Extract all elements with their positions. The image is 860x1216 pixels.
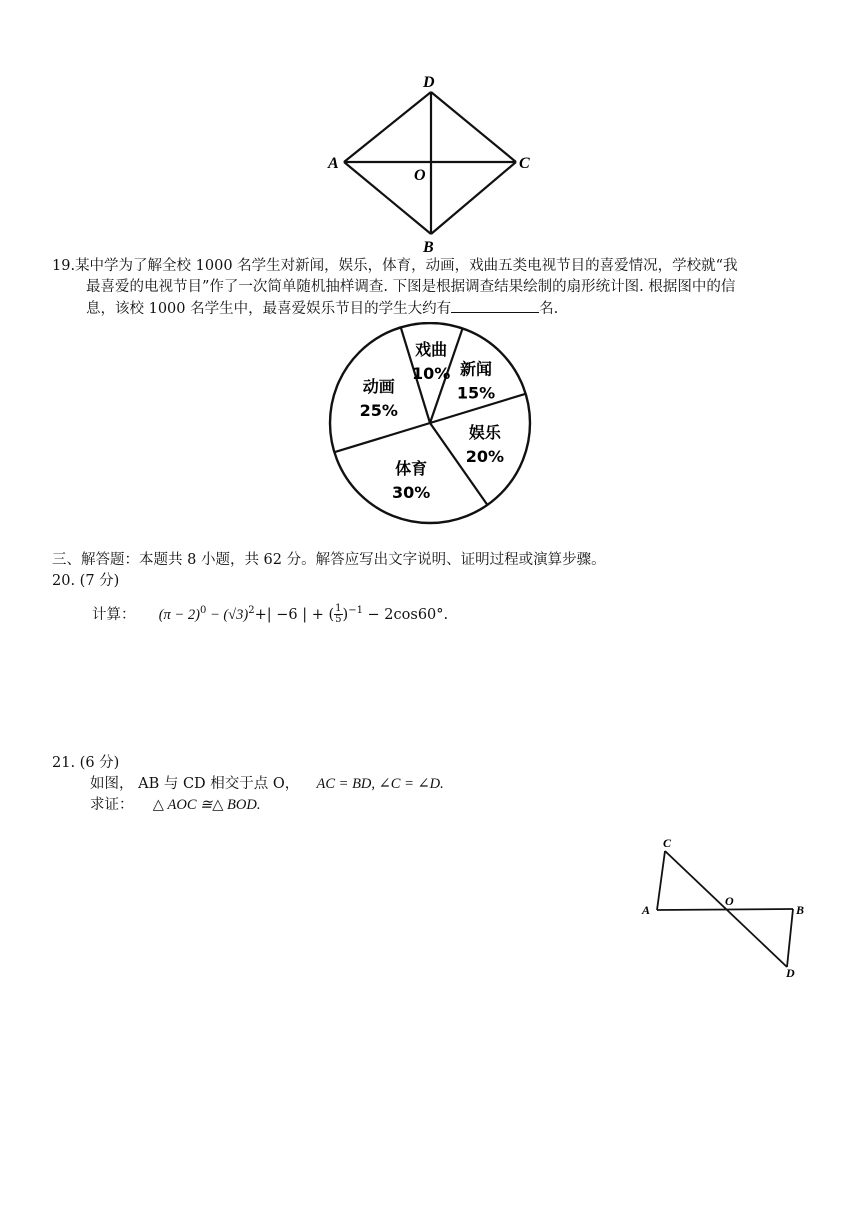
crossing-triangles-figure (636, 834, 816, 982)
q21-given-math: AC = BD, ∠C = ∠D. (316, 776, 444, 792)
fraction-numerator: 1 (335, 603, 342, 615)
q19-text-line2: 最喜爱的电视节目”作了一次简单随机抽样调查. 下图是根据调查结果绘制的扇形统计图. 根据图中的信 (86, 279, 736, 295)
label-b: B (796, 903, 805, 917)
q21-given-text: 如图， AB 与 CD 相交于点 O， (90, 776, 300, 792)
label-o: O (725, 894, 734, 908)
answer-blank[interactable] (451, 298, 539, 313)
q19-text-line1: 某中学为了解全校 1000 名学生对新闻，娱乐，体育，动画，戏曲五类电视节目的喜爱情况，学校就“我 (75, 258, 738, 274)
expr-abs-neg6: +| −6 | + ( (254, 606, 335, 623)
q20-expression (92, 600, 448, 626)
segment-bd (787, 909, 793, 967)
fraction-denominator: 5 (335, 614, 342, 626)
pie-slice-label: 娱乐 (468, 422, 501, 442)
label-b: B (423, 239, 434, 255)
label-o: O (414, 167, 426, 184)
q20-header: 20. (7 分) (52, 573, 120, 589)
pie-slice-percent: 30% (391, 482, 431, 502)
pie-slice-label: 体育 (395, 458, 428, 478)
q21-header: 21. (6 分) (52, 755, 120, 771)
label-a: A (328, 155, 339, 172)
q19-line3 (86, 298, 558, 320)
expr-close-paren: ) (342, 606, 349, 623)
q19-number: 19. (52, 258, 76, 274)
segment-cb (431, 162, 516, 234)
pie-chart (326, 322, 536, 528)
expr-cos: − 2cos60°. (362, 606, 449, 623)
q21-line1 (90, 774, 444, 795)
segment-da (344, 92, 431, 162)
label-c: C (519, 155, 530, 172)
segment-ca (657, 851, 665, 910)
pie-slice-label: 动画 (362, 376, 395, 396)
q21-prove-label: 求证： (90, 797, 134, 813)
section3-heading: 三、解答题：本题共 8 小题，共 62 分。解答应写出文字说明、证明过程或演算步骤。 (52, 552, 606, 568)
expr-pi-minus-2: (π − 2) (158, 606, 200, 623)
label-c: C (663, 836, 672, 850)
pie-slice-percent: 25% (359, 400, 398, 420)
rhombus-figure (320, 70, 540, 255)
q21-prove-math: △ AOC ≅△ BOD. (152, 797, 261, 813)
label-d: D (423, 74, 435, 91)
q19-text-line3-pre: 息，该校 1000 名学生中，最喜爱娱乐节目的学生大约有 (86, 301, 452, 317)
q19-line1 (52, 256, 738, 277)
q20-prompt: 计算： (92, 606, 136, 623)
exp-two: 2 (248, 605, 255, 616)
pie-slice-label: 戏曲 (415, 340, 448, 360)
pie-slice-label: 新闻 (460, 359, 493, 379)
fraction-one-fifth (334, 604, 342, 625)
pie-slice-percent: 20% (465, 446, 504, 466)
q21-line2 (90, 795, 260, 816)
label-a: A (642, 903, 651, 917)
exp-neg-one: −1 (348, 605, 363, 616)
segment-dc (431, 92, 516, 162)
q19-text-line3-post: 名. (539, 301, 559, 317)
pie-slice-percent: 15% (456, 383, 496, 403)
exp-zero: 0 (199, 605, 207, 616)
label-d: D (786, 966, 795, 980)
expr-sqrt3: − (√3) (206, 606, 249, 623)
q19-line2 (86, 277, 735, 298)
pie-slice-percent: 10% (411, 364, 451, 384)
